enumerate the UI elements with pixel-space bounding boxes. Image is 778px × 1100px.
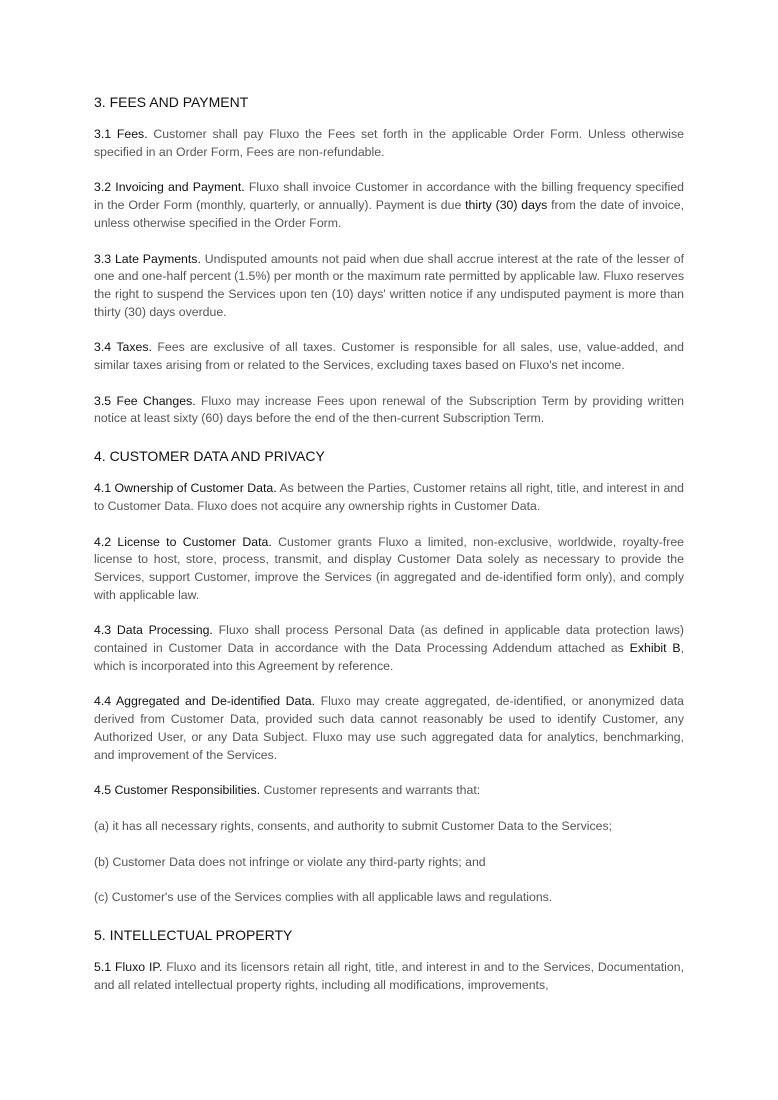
clause-3-5 xyxy=(94,393,684,428)
list-item-c: (c) Customer's use of the Services complies with all applicable laws and regulations. xyxy=(94,890,553,905)
clause-3-4 xyxy=(94,339,684,374)
clause-text: from the date of invoice, unless otherwise specified in the Order Form. xyxy=(94,198,685,230)
clause-text: Undisputed amounts not paid when due shall accrue interest at the rate of the lesser of one and one-half percent (1.5%) per month or the maximum rate permitted by applicable law. Fluxo reserves the right to suspend the Services upon ten (10) days' written notice if any undisputed payment is more than thirty (30) days overdue. xyxy=(94,251,684,319)
section-heading-intellectual-property: 5. INTELLECTUAL PROPERTY xyxy=(94,927,293,944)
clause-text: Fluxo and its licensors retain all right, title, and interest in and to the Services, Documentation, and all related intellectual property rights, including all modifications, improvements, xyxy=(94,960,684,992)
clause-4-4 xyxy=(94,693,684,764)
clause-text: Fluxo may create aggregated, de-identified, or anonymized data derived from Customer Data, provided such data cannot reasonably be used to identify Customer, any Authorized User, or any Data Subject. Fluxo may use such aggregated data for analytics, benchmarking, and improvement of the Services. xyxy=(94,694,684,762)
clause-3-1 xyxy=(94,126,684,161)
clause-text: Customer represents and warrants that: xyxy=(260,783,481,798)
clause-lead: 3.2 Invoicing and Payment. xyxy=(94,180,245,195)
clause-lead: 3.3 Late Payments. xyxy=(94,251,201,266)
clause-lead: 4.2 License to Customer Data. xyxy=(94,534,272,549)
clause-lead: 4.4 Aggregated and De-identified Data. xyxy=(94,694,316,709)
clause-lead: 4.5 Customer Responsibilities. xyxy=(94,783,261,798)
clause-4-1 xyxy=(94,480,684,515)
list-item-a: (a) it has all necessary rights, consents, and authority to submit Customer Data to the Services; xyxy=(94,818,613,833)
clause-text: As between the Parties, Customer retains all right, title, and interest in and to Customer Data. Fluxo does not acquire any ownership rights in Customer Data. xyxy=(94,481,685,513)
clause-5-1 xyxy=(94,959,684,994)
clause-emphasis: Exhibit B xyxy=(629,641,681,656)
clause-lead: 5.1 Fluxo IP. xyxy=(94,960,163,975)
clause-4-2 xyxy=(94,534,684,605)
section-heading-customer-data: 4. CUSTOMER DATA AND PRIVACY xyxy=(94,448,325,465)
clause-text: Fluxo shall invoice Customer in accordance with the billing frequency specified in the Order Form (monthly, quarterly, or annually). Payment is due xyxy=(94,180,685,213)
clause-3-2 xyxy=(94,179,684,232)
clause-4-3 xyxy=(94,622,684,675)
clause-lead: 3.5 Fee Changes. xyxy=(94,393,196,408)
clause-lead: 4.3 Data Processing. xyxy=(94,623,213,638)
clause-text: Customer grants Fluxo a limited, non-exclusive, worldwide, royalty-free license to host, store, process, transmit, and display Customer Data solely as necessary to provide the Services, support Customer, improve the Services (in aggregated and de-identified form only), and comply with applicable law. xyxy=(94,534,685,602)
section-heading-fees: 3. FEES AND PAYMENT xyxy=(94,94,249,110)
clause-lead: 4.1 Ownership of Customer Data. xyxy=(94,481,277,496)
clause-text: Customer shall pay Fluxo the Fees set forth in the applicable Order Form. Unless otherwise specified in an Order Form, Fees are non-refundable. xyxy=(94,127,684,159)
clause-text: Fees are exclusive of all taxes. Customer is responsible for all sales, use, value-added, and similar taxes arising from or related to the Services, excluding taxes based on Fluxo's net income. xyxy=(94,340,684,373)
document-page xyxy=(94,92,684,1013)
clause-text: , which is incorporated into this Agreement by reference. xyxy=(94,641,685,673)
list-item-b: (b) Customer Data does not infringe or violate any third-party rights; and xyxy=(94,854,486,869)
clause-lead: 3.4 Taxes. xyxy=(94,340,152,355)
clause-3-3 xyxy=(94,251,684,322)
clause-4-5 xyxy=(94,782,684,800)
clause-lead: 3.1 Fees. xyxy=(94,127,148,141)
clause-text: Fluxo may increase Fees upon renewal of the Subscription Term by providing written notice at least sixty (60) days before the end of the then-current Subscription Term. xyxy=(94,393,684,426)
clause-emphasis: thirty (30) days xyxy=(465,198,548,213)
clause-text: Fluxo shall process Personal Data (as defined in applicable data protection laws) contained in Customer Data in accordance with the Data Processing Addendum attached as xyxy=(94,623,684,656)
